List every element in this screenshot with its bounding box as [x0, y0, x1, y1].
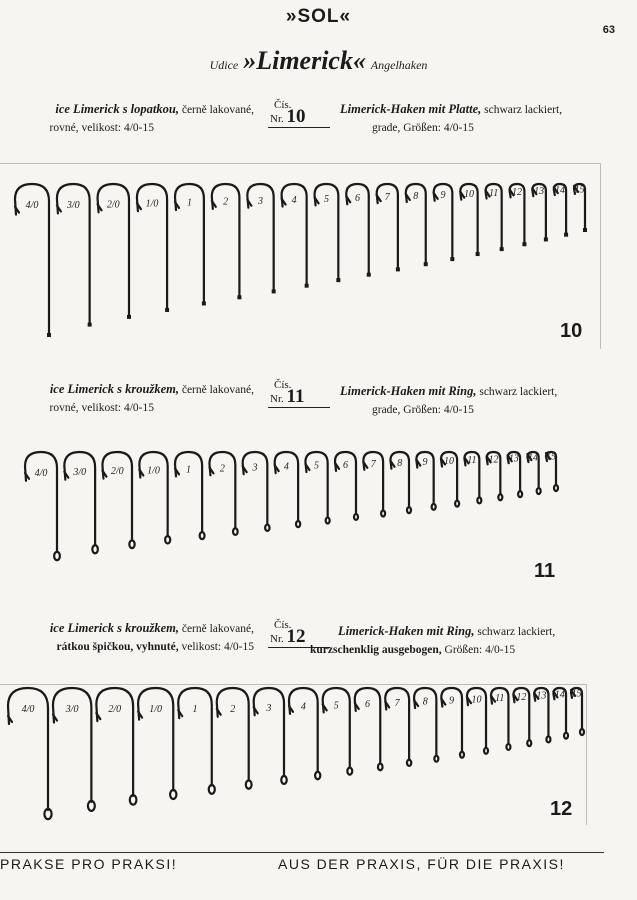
hook-size-label: 1	[186, 464, 192, 476]
hook-size-label: 3/0	[66, 200, 80, 211]
hook-flat-end	[88, 323, 92, 327]
hook-size-label: 1	[192, 704, 198, 715]
section-12-czech-sizes: velikost: 4/0-15	[178, 641, 254, 653]
hook-flat-end	[47, 333, 51, 337]
hook-flat-end	[450, 257, 454, 261]
section-11-number-label: Nr.	[270, 393, 284, 405]
hook-size-label: 8	[397, 457, 403, 469]
section-11-hook-row	[25, 452, 558, 561]
section-11-number-prefix: Čís.	[274, 379, 292, 391]
section-11-german-sizes: grade, Größen: 4/0-15	[372, 404, 474, 416]
footer-rule	[0, 852, 604, 853]
hook-eye-ring	[347, 768, 352, 775]
hook-eye-ring	[296, 521, 300, 527]
hook-eye-ring	[564, 733, 568, 739]
hook-size-label: 13	[508, 453, 519, 465]
section-10-czech-text: černě lakované,	[178, 104, 254, 116]
hook-eye-ring	[165, 536, 170, 543]
hook-eye-ring	[281, 776, 286, 784]
hook-size-label: 15	[571, 688, 582, 700]
hook-size-3-0-shape	[64, 452, 95, 545]
hook-size-label: 10	[463, 189, 474, 201]
hook-size-label: 1/0	[147, 465, 160, 477]
hook-size-label: 10	[444, 456, 455, 468]
hook-flat-end	[544, 237, 548, 241]
section-11-czech-name: ice Limerick s kroužkem,	[49, 382, 179, 396]
hook-eye-ring	[554, 485, 558, 491]
hook-size-label: 14	[528, 452, 539, 464]
section-12-number-label: Nr.	[270, 633, 284, 645]
hook-flat-end	[424, 262, 428, 266]
hook-size-label: 14	[554, 689, 565, 701]
section-11-german-name: Limerick-Haken mit Ring,	[340, 384, 477, 398]
hook-eye-ring	[506, 744, 510, 750]
hook-eye-ring	[129, 540, 134, 548]
hook-size-label: 7	[370, 458, 376, 470]
hook-size-label: 1	[186, 197, 192, 209]
hook-size-label: 3	[258, 195, 263, 207]
hook-size-label: 2	[223, 196, 229, 208]
hook-eye-ring	[580, 729, 584, 735]
section-10-czech-sizes: rovné, velikost: 4/0-15	[49, 122, 154, 134]
section-12-german-text: schwarz lackiert,	[474, 626, 556, 638]
section-10-german-sizes: grade, Größen: 4/0-15	[372, 122, 474, 134]
section-12-hook-row	[8, 688, 584, 819]
section-11-german-text: schwarz lackiert,	[476, 386, 558, 398]
hook-size-label: 9	[449, 695, 455, 707]
hook-size-label: 2	[219, 463, 225, 475]
section-10-czech-name: ice Limerick s lopatkou,	[55, 102, 179, 116]
section-10-hook-row	[15, 184, 587, 337]
hook-eye-ring	[434, 756, 438, 762]
hook-eye-ring	[432, 504, 436, 510]
section-12-czech-point-type: rátkou špičkou, vyhnuté,	[56, 641, 179, 653]
hook-eye-ring	[546, 736, 550, 742]
hook-flat-end	[165, 308, 169, 312]
hook-flat-end	[564, 233, 568, 237]
title-prefix: Udice	[209, 58, 239, 72]
hook-eye-ring	[200, 532, 205, 539]
hook-eye-ring	[518, 491, 522, 497]
hook-size-label: 14	[554, 185, 565, 197]
section-12-number: 12	[286, 626, 306, 647]
hook-flat-end	[500, 247, 504, 251]
hook-eye-ring	[537, 488, 541, 494]
hook-eye-ring	[407, 507, 411, 513]
section-10-number: 10	[286, 106, 306, 127]
page-number: 63	[602, 24, 615, 36]
hook-size-label: 4/0	[25, 200, 39, 211]
hook-size-label: 2/0	[110, 466, 124, 478]
hook-eye-ring	[326, 517, 330, 523]
hook-eye-ring	[92, 545, 98, 553]
section-12-czech-text: černě lakované,	[178, 623, 254, 635]
hook-flat-end	[272, 289, 276, 293]
hook-size-label: 12	[488, 454, 499, 466]
section-11-czech-sizes: rovné, velikost: 4/0-15	[49, 402, 154, 414]
hook-size-label: 3	[252, 462, 258, 474]
hook-size-label: 15	[546, 451, 556, 463]
hook-size-label: 3/0	[73, 467, 87, 479]
hook-size-label: 12	[512, 187, 522, 199]
section-10-number-prefix: Čís.	[274, 99, 292, 111]
section-12-czech-name: ice Limerick s kroužkem,	[49, 621, 179, 635]
hook-size-label: 13	[536, 690, 547, 702]
hook-flat-end	[396, 267, 400, 271]
hook-eye-ring	[381, 511, 385, 517]
hook-flat-end	[367, 273, 371, 277]
footer-czech-slogan: PRAKSE PRO PRAKSI!	[0, 856, 178, 872]
hook-size-label: 1/0	[149, 704, 163, 715]
section-10-figure-label: 10	[560, 320, 583, 342]
hook-eye-ring	[407, 760, 411, 766]
hook-size-label: 7	[384, 191, 390, 203]
hook-eye-ring	[527, 740, 531, 746]
hook-eye-ring	[484, 748, 488, 754]
section-12-figure-label: 12	[550, 798, 573, 820]
hook-flat-end	[305, 284, 309, 288]
hook-size-label: 11	[467, 455, 477, 467]
hook-eye-ring	[233, 528, 238, 535]
hook-size-label: 4	[283, 461, 289, 473]
hook-eye-ring	[315, 772, 320, 779]
hook-size-label: 4	[300, 701, 306, 713]
section-10-number-label: Nr.	[270, 113, 284, 125]
hook-size-label: 13	[534, 186, 545, 198]
hook-size-label: 4/0	[21, 704, 35, 715]
hook-size-label: 2	[230, 703, 236, 715]
section-11-number: 11	[286, 386, 305, 407]
hook-flat-end	[336, 278, 340, 282]
hook-size-label: 2/0	[108, 704, 122, 715]
hook-size-3-shape	[254, 688, 284, 776]
hook-size-label: 7	[394, 697, 400, 709]
section-10-german-text: schwarz lackiert,	[481, 104, 563, 116]
hook-size-label: 6	[365, 699, 370, 711]
hook-size-label: 12	[516, 691, 527, 703]
footer-german-slogan: AUS DER PRAXIS, FÜR DIE PRAXIS!	[278, 856, 565, 872]
hook-size-label: 9	[422, 457, 428, 468]
hook-flat-end	[127, 315, 131, 319]
hook-flat-end	[522, 242, 526, 246]
hook-eye-ring	[498, 494, 502, 500]
hook-eye-ring	[354, 514, 358, 520]
section-11-czech-text: černě lakované,	[178, 384, 254, 396]
hook-size-label: 3/0	[65, 704, 79, 715]
hook-size-label: 3	[266, 702, 272, 714]
hook-flat-end	[583, 228, 587, 232]
hook-size-label: 8	[422, 696, 428, 708]
title-main: »Limerick«	[243, 46, 366, 75]
hook-size-label: 4/0	[34, 468, 48, 479]
section-11-figure-label: 11	[534, 560, 556, 582]
title-suffix: Angelhaken	[370, 58, 428, 72]
hook-eye-ring	[477, 497, 481, 503]
hook-size-label: 5	[323, 193, 329, 205]
hook-eye-ring	[455, 501, 459, 507]
hook-size-label: 9	[440, 190, 446, 201]
hook-size-label: 6	[343, 459, 348, 471]
hook-eye-ring	[265, 525, 269, 531]
hook-size-2-shape	[217, 688, 249, 781]
hook-flat-end	[476, 252, 480, 256]
section-12-german-name: Limerick-Haken mit Ring,	[338, 624, 475, 638]
hook-flat-end	[202, 301, 206, 305]
hook-size-4-shape	[289, 688, 318, 771]
hook-size-label: 4	[291, 194, 297, 206]
hook-eye-ring	[378, 764, 383, 771]
hook-size-label: 8	[413, 190, 419, 202]
hook-flat-end	[237, 295, 241, 299]
hook-eye-ring	[460, 752, 464, 758]
hook-size-label: 5	[314, 460, 320, 472]
hook-size-label: 11	[495, 693, 505, 705]
section-12-german-sizes: Größen: 4/0-15	[441, 644, 516, 656]
brand-title: »SOL«	[285, 6, 352, 27]
hook-size-label: 1/0	[145, 198, 159, 210]
section-12-german-shank-type: kurzschenklig ausgebogen,	[310, 644, 442, 656]
hook-size-4-0-shape	[25, 452, 57, 552]
hook-size-label: 2/0	[106, 199, 120, 211]
hook-size-label: 5	[333, 700, 339, 712]
hook-size-label: 6	[355, 192, 360, 204]
hook-size-label: 10	[471, 694, 482, 706]
hook-size-label: 15	[574, 184, 585, 196]
section-10-german-name: Limerick-Haken mit Platte,	[340, 102, 482, 116]
section-12-number-prefix: Čís.	[274, 619, 292, 631]
hook-size-1-shape	[178, 688, 212, 785]
hook-size-label: 11	[488, 188, 499, 200]
